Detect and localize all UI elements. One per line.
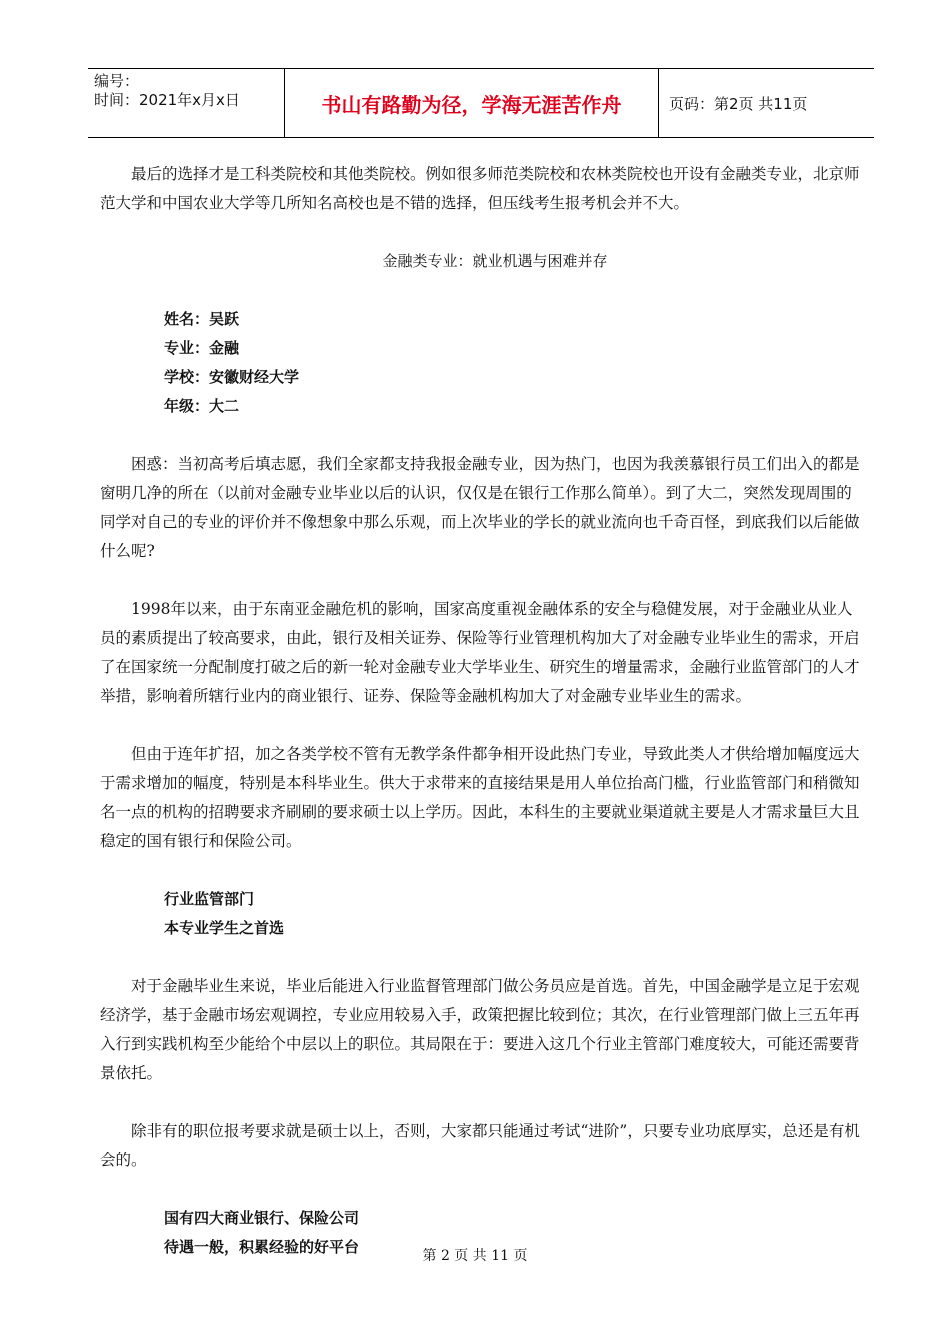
info-name: 姓名：吴跃 — [164, 310, 240, 328]
header-meta — [88, 69, 285, 137]
subheading: 本专业学生之首选 — [164, 919, 285, 937]
document-body — [100, 160, 860, 1262]
document-date: 时间：2021年x月x日 — [94, 91, 240, 109]
paragraph: 最后的选择才是工科类院校和其他类院校。例如很多师范类院校和农林类院校也开设有金融类专业，北京师范大学和中国农业大学等几所知名高校也是不错的选择，但压线考生报考机会并不大。 — [100, 165, 860, 212]
header-page-number: 页码：第2页 共11页 — [669, 94, 808, 113]
subheading: 国有四大商业银行、保险公司 — [164, 1209, 360, 1227]
paragraph: 困惑：当初高考后填志愿，我们全家都支持我报金融专业，因为热门，也因为我羡慕银行员工们出入的都是窗明几净的所在（以前对金融专业毕业以后的认识，仅仅是在银行工作那么简单）。到了大二，突然发现周围的同学对自己的专业的评价并不像想象中那么乐观，而上次毕业的学长的就业流向也千奇百怪，到底我们以后能做什么呢? — [100, 455, 860, 560]
section-title: 金融类专业：就业机遇与困难并存 — [382, 252, 608, 270]
subheading: 行业监管部门 — [164, 890, 255, 908]
info-major: 专业：金融 — [164, 339, 240, 357]
subheading: 待遇一般，积累经验的好平台 — [164, 1238, 360, 1256]
paragraph: 但由于连年扩招，加之各类学校不管有无教学条件都争相开设此热门专业，导致此类人才供给增加幅度远大于需求增加的幅度，特别是本科毕业生。供大于求带来的直接结果是用人单位抬高门槛，行业监管部门和稍微知名一点的机构的招聘要求齐刷刷的要求硕士以上学历。因此，本科生的主要就业渠道就主要是人才需求量巨大且稳定的国有银行和保险公司。 — [100, 745, 860, 850]
page-header — [88, 68, 874, 138]
paragraph: 1998年以来，由于东南亚金融危机的影响，国家高度重视金融体系的安全与稳健发展，对于金融业从业人员的素质提出了较高要求，由此，银行及相关证券、保险等行业管理机构加大了对金融专业毕业生的需求，开启了在国家统一分配制度打破之后的新一轮对金融专业大学毕业生、研究生的增量需求，金融行业监管部门的人才举措，影响着所辖行业内的商业银行、证券、保险等金融机构加大了对金融专业毕业生的需求。 — [100, 600, 860, 705]
info-school: 学校：安徽财经大学 — [164, 368, 300, 386]
info-grade: 年级：大二 — [164, 397, 240, 415]
document-number: 编号： — [94, 72, 140, 90]
paragraph: 对于金融毕业生来说，毕业后能进入行业监督管理部门做公务员应是首选。首先，中国金融学是立足于宏观经济学，基于金融市场宏观调控，专业应用较易入手，政策把握比较到位；其次，在行业管理部门做上三五年再入行到实践机构至少能给个中层以上的职位。其局限在于：要进入这几个行业主管部门难度较大，可能还需要背景依托。 — [100, 977, 860, 1082]
page-footer: 第 2 页 共 11 页 — [422, 1248, 528, 1264]
header-motto: 书山有路勤为径，学海无涯苦作舟 — [285, 69, 659, 137]
paragraph: 除非有的职位报考要求就是硕士以上，否则，大家都只能通过考试“进阶”，只要专业功底厚实，总还是有机会的。 — [100, 1122, 860, 1169]
